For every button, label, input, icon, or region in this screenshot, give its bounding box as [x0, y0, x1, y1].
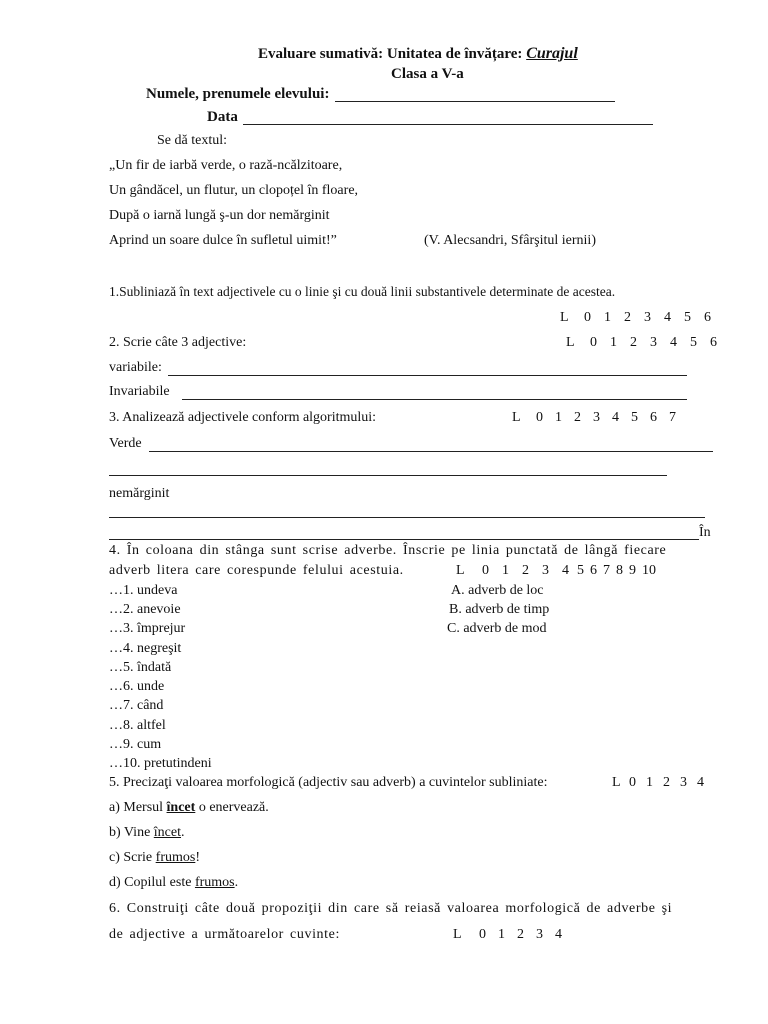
score-point: 5	[577, 563, 584, 578]
q1-text: 1.Subliniază în text adjectivele cu o linie şi cu două linii substantivele determinate de acestea.	[109, 284, 616, 299]
score-point: 6	[590, 563, 597, 578]
adverb-item-10: …10. pretutindeni	[109, 756, 212, 771]
sentence-suffix: o enervează.	[195, 800, 269, 815]
score-point: 5	[684, 310, 691, 325]
sentence-suffix: .	[181, 825, 185, 840]
sentence-prefix: b) Vine	[109, 825, 154, 840]
score-point: 0	[536, 410, 543, 425]
nemarginit-answer-line-2[interactable]	[109, 539, 699, 540]
date-label: Data	[207, 109, 238, 125]
score-point: 7	[603, 563, 610, 578]
score-point: 1	[502, 563, 509, 578]
q6-score	[453, 927, 565, 943]
sentence-prefix: c) Scrie	[109, 850, 156, 865]
adverb-option-a: A. adverb de loc	[451, 583, 544, 598]
score-label: L	[453, 927, 462, 942]
score-point: 9	[629, 563, 636, 578]
poem-line-4: Aprind un soare dulce în sufletul uimit!”	[109, 233, 337, 248]
sentence-prefix: d) Copilul este	[109, 875, 195, 890]
score-point: 6	[704, 310, 711, 325]
score-point: 4	[562, 563, 569, 578]
score-point: 2	[630, 335, 637, 350]
score-point: 10	[642, 563, 656, 578]
adverb-item-7: …7. când	[109, 698, 164, 713]
poem-line-3: După o iarnă lungă ş-un dor nemărginit	[109, 208, 330, 223]
q4-text-line2: adverb litera care corespunde felului acestuia.	[109, 563, 404, 578]
adverb-item-3: …3. împrejur	[109, 621, 186, 636]
name-label: Numele, prenumele elevului:	[146, 86, 330, 102]
score-point: 2	[574, 410, 581, 425]
adverb-option-b: B. adverb de timp	[449, 602, 550, 617]
score-label: L	[566, 335, 575, 350]
score-point: 4	[555, 927, 562, 942]
score-point: 2	[517, 927, 524, 942]
score-point: 1	[604, 310, 611, 325]
score-point: 5	[690, 335, 697, 350]
name-blank-line[interactable]	[335, 101, 615, 102]
unit-name: Curajul	[526, 45, 578, 62]
score-point: 4	[664, 310, 671, 325]
score-point: 3	[680, 775, 687, 790]
score-point: 1	[610, 335, 617, 350]
adverb-item-5: …5. îndată	[109, 660, 172, 675]
q4-score	[456, 563, 662, 579]
q3-word-nemarginit: nemărginit	[109, 486, 170, 501]
invariable-answer-line[interactable]	[182, 399, 687, 400]
class-label: Clasa a V-a	[391, 66, 464, 82]
variable-label: variabile:	[109, 360, 162, 375]
score-point: 5	[631, 410, 638, 425]
sentence-suffix: .	[234, 875, 239, 890]
q5-score	[612, 775, 707, 791]
q5-sentence-a	[109, 800, 269, 816]
q4-text-line1: 4. În coloana din stânga sunt scrise adverbe. Înscrie pe linia punctată de lângă fiecare	[109, 543, 667, 558]
score-label: L	[560, 310, 569, 325]
underlined-word: frumos	[194, 875, 235, 890]
sentence-prefix: a) Mersul	[109, 800, 167, 815]
q6-text-line2: de adjective a următoarelor cuvinte:	[109, 927, 340, 942]
score-point: 6	[650, 410, 657, 425]
verde-answer-line-2[interactable]	[109, 475, 667, 476]
score-point: 7	[669, 410, 676, 425]
date-blank-line[interactable]	[243, 124, 653, 125]
variable-answer-line[interactable]	[168, 375, 687, 376]
q2-score	[566, 335, 720, 351]
score-point: 2	[522, 563, 529, 578]
adverb-item-9: …9. cum	[109, 737, 162, 752]
q3-score	[512, 410, 679, 426]
text-intro: Se dă textul:	[157, 133, 227, 148]
invariable-label: Invariabile	[109, 384, 170, 399]
q5-sentence-b	[109, 825, 185, 841]
score-point: 2	[624, 310, 631, 325]
adverb-item-8: …8. altfel	[109, 718, 166, 733]
score-point: 0	[590, 335, 597, 350]
q3-text: 3. Analizează adjectivele conform algoritmului:	[109, 410, 377, 425]
q5-sentence-d	[109, 875, 238, 891]
poem-line-1: „Un fir de iarbă verde, o rază-ncălzitoare,	[109, 158, 343, 173]
poem-line-2: Un gândăcel, un flutur, un clopoțel în floare,	[109, 183, 359, 198]
underlined-word: încet	[153, 825, 182, 840]
worksheet-title	[258, 45, 578, 63]
underlined-word: încet	[166, 800, 196, 815]
underlined-word: frumos	[155, 850, 196, 865]
score-label: L	[456, 563, 465, 578]
nemarginit-answer-line[interactable]	[109, 517, 705, 518]
score-point: 3	[593, 410, 600, 425]
q5-sentence-c	[109, 850, 200, 866]
adverb-item-1: …1. undeva	[109, 583, 178, 598]
title-prefix: Evaluare sumativă: Unitatea de învățare:	[258, 46, 527, 62]
score-point: 0	[479, 927, 486, 942]
score-point: 1	[555, 410, 562, 425]
q3-trailing-text: În	[699, 525, 711, 540]
sentence-suffix: !	[195, 850, 200, 865]
score-point: 0	[584, 310, 591, 325]
score-point: 3	[542, 563, 549, 578]
score-point: 6	[710, 335, 717, 350]
score-point: 3	[644, 310, 651, 325]
score-point: 2	[663, 775, 670, 790]
verde-answer-line[interactable]	[149, 451, 713, 452]
adverb-item-4: …4. negreşit	[109, 641, 182, 656]
score-label: L	[612, 775, 621, 790]
score-point: 0	[629, 775, 636, 790]
score-label: L	[512, 410, 521, 425]
score-point: 3	[536, 927, 543, 942]
q5-text: 5. Precizaţi valoarea morfologică (adjectiv sau adverb) a cuvintelor subliniate:	[109, 775, 548, 790]
poem-source: (V. Alecsandri, Sfârşitul iernii)	[424, 233, 596, 248]
score-point: 1	[498, 927, 505, 942]
adverb-item-2: …2. anevoie	[109, 602, 181, 617]
score-point: 1	[646, 775, 653, 790]
score-point: 3	[650, 335, 657, 350]
score-point: 8	[616, 563, 623, 578]
adverb-option-c: C. adverb de mod	[447, 621, 547, 636]
q3-word-verde: Verde	[109, 436, 142, 451]
q2-text: 2. Scrie câte 3 adjective:	[109, 335, 247, 350]
q1-score	[560, 310, 714, 326]
score-point: 0	[482, 563, 489, 578]
adverb-item-6: …6. unde	[109, 679, 165, 694]
score-point: 4	[697, 775, 704, 790]
score-point: 4	[670, 335, 677, 350]
score-point: 4	[612, 410, 619, 425]
q6-text-line1: 6. Construiţi câte două propoziţii din care să reiasă valoarea morfologică de adverbe şi	[109, 901, 673, 916]
